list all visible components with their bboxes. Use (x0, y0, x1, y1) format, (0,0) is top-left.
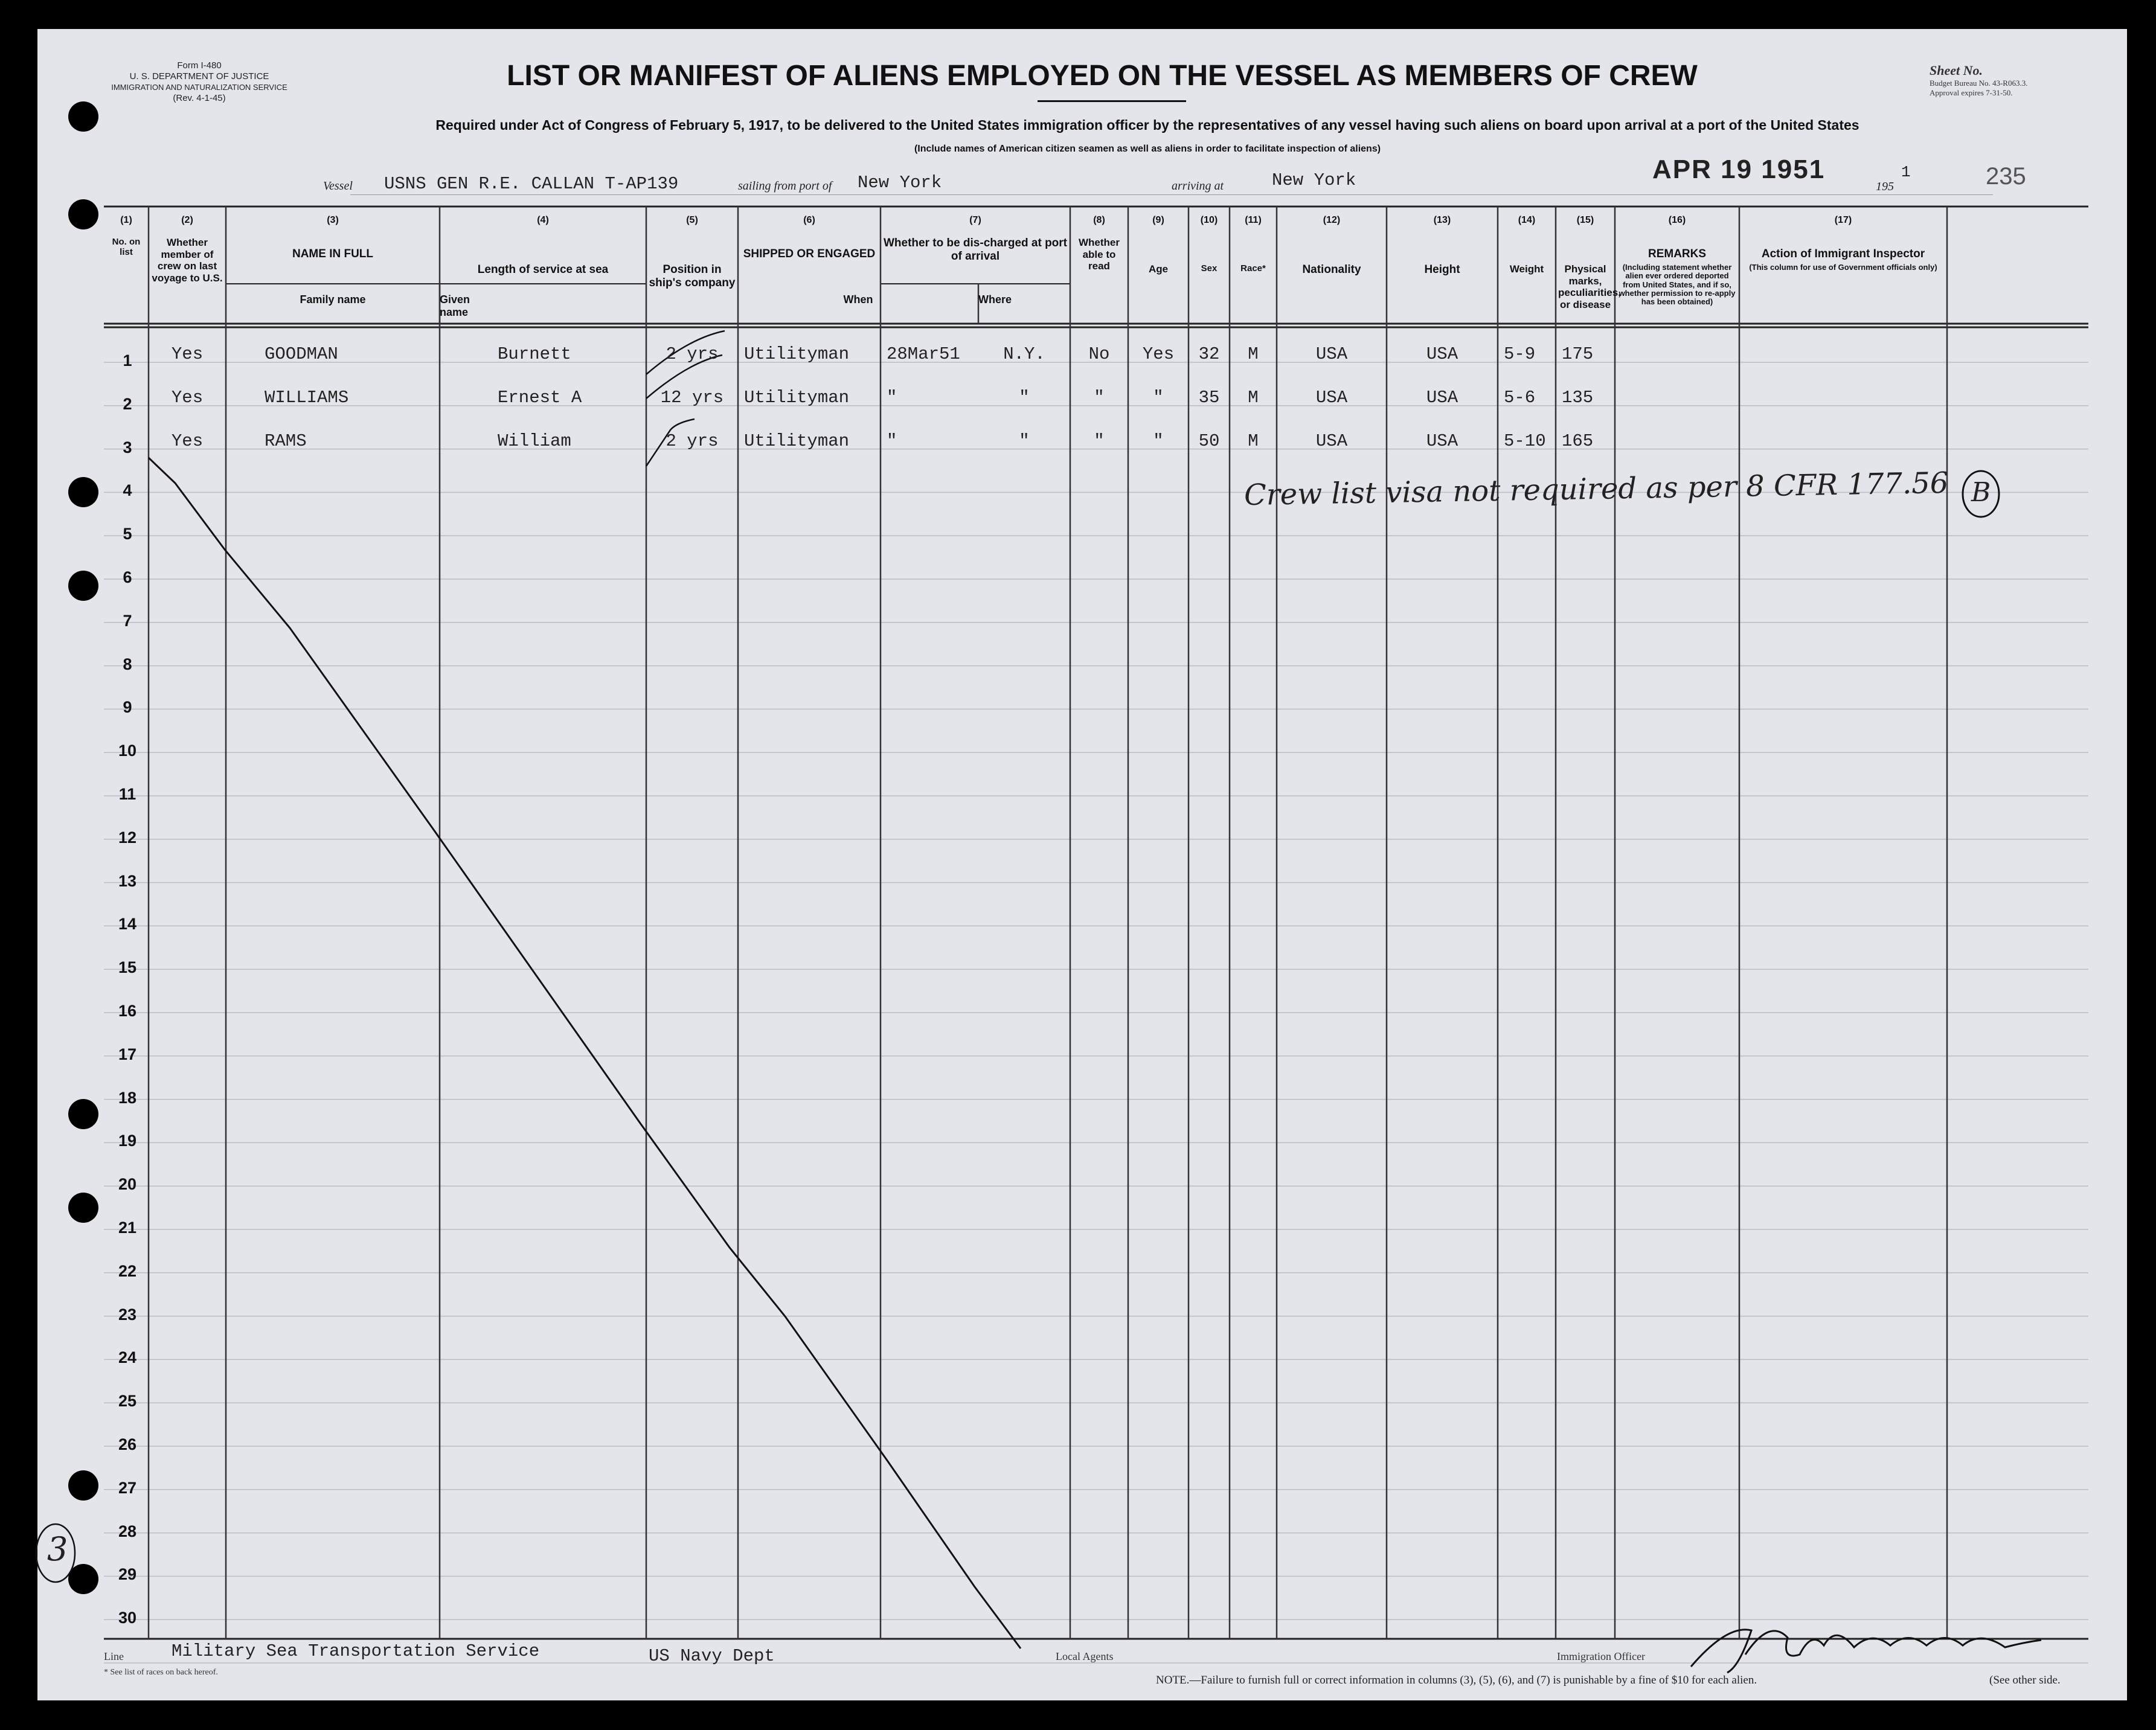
crew-cell-position: Utilityman (744, 344, 850, 364)
column-label: Length of service at sea (477, 263, 609, 276)
form-id-service: IMMIGRATION AND NATURALIZATION SERVICE (111, 83, 287, 92)
crew-cell-when: " (887, 387, 897, 408)
column-number: (15) (1576, 215, 1594, 225)
officer-signature-stroke (1691, 1630, 2041, 1673)
crew-cell-sex: M (1248, 344, 1259, 364)
crew-cell-where: " (1019, 431, 1030, 451)
vessel-label: Vessel (323, 179, 353, 193)
footer-race-note: * See list of races on back hereof. (104, 1668, 218, 1677)
column-label: Position in ship's company (649, 263, 736, 289)
sailing-from-port: New York (858, 173, 942, 193)
column-label: Race* (1240, 263, 1266, 274)
row-number: 21 (118, 1219, 137, 1237)
column-note: (This column for use of Government officials only) (1749, 263, 1937, 272)
row-number: 19 (118, 1132, 137, 1150)
footer-agents-value: US Navy Dept (649, 1646, 775, 1666)
column-number: (16) (1668, 215, 1686, 225)
column-label: Sex (1201, 263, 1218, 274)
crew-cell-family: WILLIAMS (265, 387, 349, 408)
row-number: 24 (118, 1348, 137, 1367)
footer-penalty-note: NOTE.—Failure to furnish full or correct information in columns (3), (5), (6), and (7) is punishable by a fine of $10 for each alien. (1156, 1674, 1757, 1687)
column-number: (13) (1433, 215, 1451, 225)
row-number: 16 (118, 1002, 137, 1020)
crew-cell-last-voyage: Yes (171, 387, 204, 408)
crew-cell-nationality: USA (1426, 344, 1458, 364)
year-digit: 1 (1901, 163, 1911, 181)
column-number: (11) (1245, 215, 1262, 225)
crew-cell-weight: 175 (1562, 344, 1594, 364)
column-number: (1) (120, 215, 132, 225)
form-id-department: U. S. DEPARTMENT OF JUSTICE (129, 71, 269, 82)
column-label: Whether to be dis-charged at port of arrival (883, 237, 1068, 263)
crew-cell-race: USA (1315, 344, 1348, 364)
sheet-number-label: Sheet No. (1930, 63, 1983, 78)
column-number: (12) (1323, 215, 1341, 225)
column-label: Age (1148, 263, 1169, 275)
form-id-number: Form I-480 (177, 60, 222, 71)
footer-line-value: Military Sea Transportation Service (172, 1641, 540, 1661)
crew-cell-read: " (1153, 387, 1164, 408)
crew-cell-where: N.Y. (1003, 344, 1045, 364)
column-number: (4) (537, 215, 549, 225)
row-number: 8 (123, 655, 132, 673)
column-number: (2) (181, 215, 193, 225)
column-number: (6) (803, 215, 815, 225)
crew-cell-where: " (1019, 387, 1030, 408)
vessel-name: USNS GEN R.E. CALLAN T-AP139 (384, 174, 679, 194)
crew-cell-family: GOODMAN (265, 344, 338, 364)
column-label: Weight (1509, 263, 1544, 275)
crew-cell-given: William (498, 431, 571, 451)
column-label: Physical marks, peculiarities, or disease (1558, 263, 1621, 310)
row-number: 29 (118, 1565, 137, 1584)
row-number: 12 (118, 828, 137, 847)
crew-cell-service: 2 yrs (666, 344, 719, 364)
crew-cell-nationality: USA (1426, 431, 1458, 451)
column-label: NAME IN FULL (292, 248, 374, 260)
crew-cell-age: 32 (1198, 344, 1220, 364)
crew-cell-sex: M (1248, 431, 1259, 451)
crew-cell-age: 50 (1198, 431, 1220, 451)
crew-cell-sex: M (1248, 387, 1259, 408)
column-number: (5) (686, 215, 698, 225)
crew-cell-given: Ernest A (498, 387, 582, 408)
form-subtitle: Required under Act of Congress of February 5, 1917, to be delivered to the United States immigration officer by the representatives of any vessel having such aliens on board upon arrival at a port of the United States (435, 117, 1859, 133)
crew-cell-height: 5-10 (1504, 431, 1546, 451)
column-number: (14) (1518, 215, 1536, 225)
column-label: Whether member of crew on last voyage to U.S. (152, 237, 223, 284)
arriving-at-label: arriving at (1172, 179, 1224, 193)
handwritten-remark: Crew list visa not required as per 8 CFR 177.56 (1243, 466, 1949, 513)
arriving-port: New York (1272, 170, 1356, 190)
row-number: 4 (123, 481, 132, 500)
row-number: 6 (123, 568, 132, 586)
strike-through-line (149, 458, 1021, 1648)
crew-cell-race: USA (1315, 431, 1348, 451)
row-number: 11 (118, 785, 136, 803)
crew-cell-height: 5-9 (1504, 344, 1536, 364)
crew-cell-family: RAMS (265, 431, 307, 451)
column-number: (3) (327, 215, 339, 225)
footer-local-agents-label: Local Agents (1056, 1650, 1114, 1662)
row-number: 7 (123, 611, 132, 630)
crew-cell-weight: 135 (1562, 387, 1594, 408)
footer-officer-label: Immigration Officer (1557, 1650, 1646, 1662)
margin-mark: 3 (47, 1530, 68, 1568)
column-number: (17) (1834, 215, 1852, 225)
row-number: 14 (118, 915, 137, 934)
footer-line-label: Line (104, 1650, 124, 1662)
row-number: 10 (118, 742, 137, 760)
remark-circle-letter: B (1971, 477, 1991, 508)
crew-cell-discharged: " (1094, 387, 1105, 408)
column-sublabel: Where (978, 293, 1012, 306)
row-number: 3 (123, 438, 132, 457)
row-number: 18 (118, 1088, 137, 1107)
row-number: 25 (118, 1392, 137, 1411)
row-number: 27 (118, 1478, 137, 1497)
column-note: (Including statement whether alien ever ordered deported from United States, and if so, whether permission to re-apply has been obtained) (1619, 263, 1736, 307)
column-label: Action of Immigrant Inspector (1761, 248, 1925, 260)
column-label: Height (1424, 263, 1460, 276)
row-number: 2 (123, 394, 132, 413)
crew-cell-height: 5-6 (1504, 387, 1536, 408)
crew-cell-age: 35 (1198, 387, 1220, 408)
crew-cell-read: " (1153, 431, 1164, 451)
crew-cell-discharged: No (1088, 344, 1110, 364)
column-number: (7) (969, 215, 981, 225)
column-number: (9) (1152, 215, 1164, 225)
column-sublabel: Family name (300, 293, 366, 306)
crew-cell-discharged: " (1094, 431, 1105, 451)
form-id-revision: (Rev. 4-1-45) (173, 93, 226, 103)
sailing-from-label: sailing from port of (738, 179, 832, 193)
column-sublabel: When (843, 293, 873, 306)
crew-cell-position: Utilityman (744, 431, 850, 451)
crew-cell-nationality: USA (1426, 387, 1458, 408)
column-label: Whether able to read (1079, 237, 1120, 272)
crew-cell-given: Burnett (498, 344, 571, 364)
column-number: (10) (1200, 215, 1218, 225)
year-label: 195 (1876, 180, 1894, 193)
footer-see-other-side: (See other side. (1989, 1674, 2061, 1687)
row-number: 20 (118, 1175, 137, 1194)
row-number: 13 (118, 871, 137, 890)
crew-cell-when: 28Mar51 (887, 344, 960, 364)
date-stamp: APR 19 1951 (1652, 155, 1826, 184)
column-label: REMARKS (1647, 248, 1707, 260)
column-number: (8) (1093, 215, 1105, 225)
column-label: No. on list (112, 237, 141, 258)
page-title: LIST OR MANIFEST OF ALIENS EMPLOYED ON THE VESSEL AS MEMBERS OF CREW (507, 60, 1698, 92)
crew-cell-service: 12 yrs (660, 387, 724, 408)
row-number: 1 (123, 351, 132, 370)
row-number: 28 (118, 1522, 137, 1540)
row-number: 30 (118, 1609, 137, 1627)
row-number: 26 (118, 1435, 137, 1453)
crew-cell-service: 2 yrs (666, 431, 719, 451)
row-number: 5 (123, 525, 132, 543)
row-number: 15 (118, 958, 137, 977)
page-number-stamp: 235 (1986, 163, 2026, 190)
form-subnote: (Include names of American citizen seamen as well as aliens in order to facilitate inspection of aliens) (914, 144, 1381, 154)
row-number: 23 (118, 1305, 137, 1324)
crew-cell-position: Utilityman (744, 387, 850, 408)
crew-cell-weight: 165 (1562, 431, 1594, 451)
crew-cell-read: Yes (1142, 344, 1175, 364)
column-label: Nationality (1302, 263, 1361, 276)
crew-cell-last-voyage: Yes (171, 431, 204, 451)
crew-cell-race: USA (1315, 387, 1348, 408)
approval-expires: Approval expires 7-31-50. (1930, 88, 2013, 97)
crew-cell-when: " (887, 431, 897, 451)
row-number: 9 (123, 698, 132, 717)
row-number: 17 (118, 1045, 137, 1063)
column-label: SHIPPED OR ENGAGED (743, 248, 876, 260)
crew-cell-last-voyage: Yes (171, 344, 204, 364)
budget-bureau-no: Budget Bureau No. 43-R063.3. (1930, 78, 2028, 88)
row-number: 22 (118, 1261, 137, 1280)
